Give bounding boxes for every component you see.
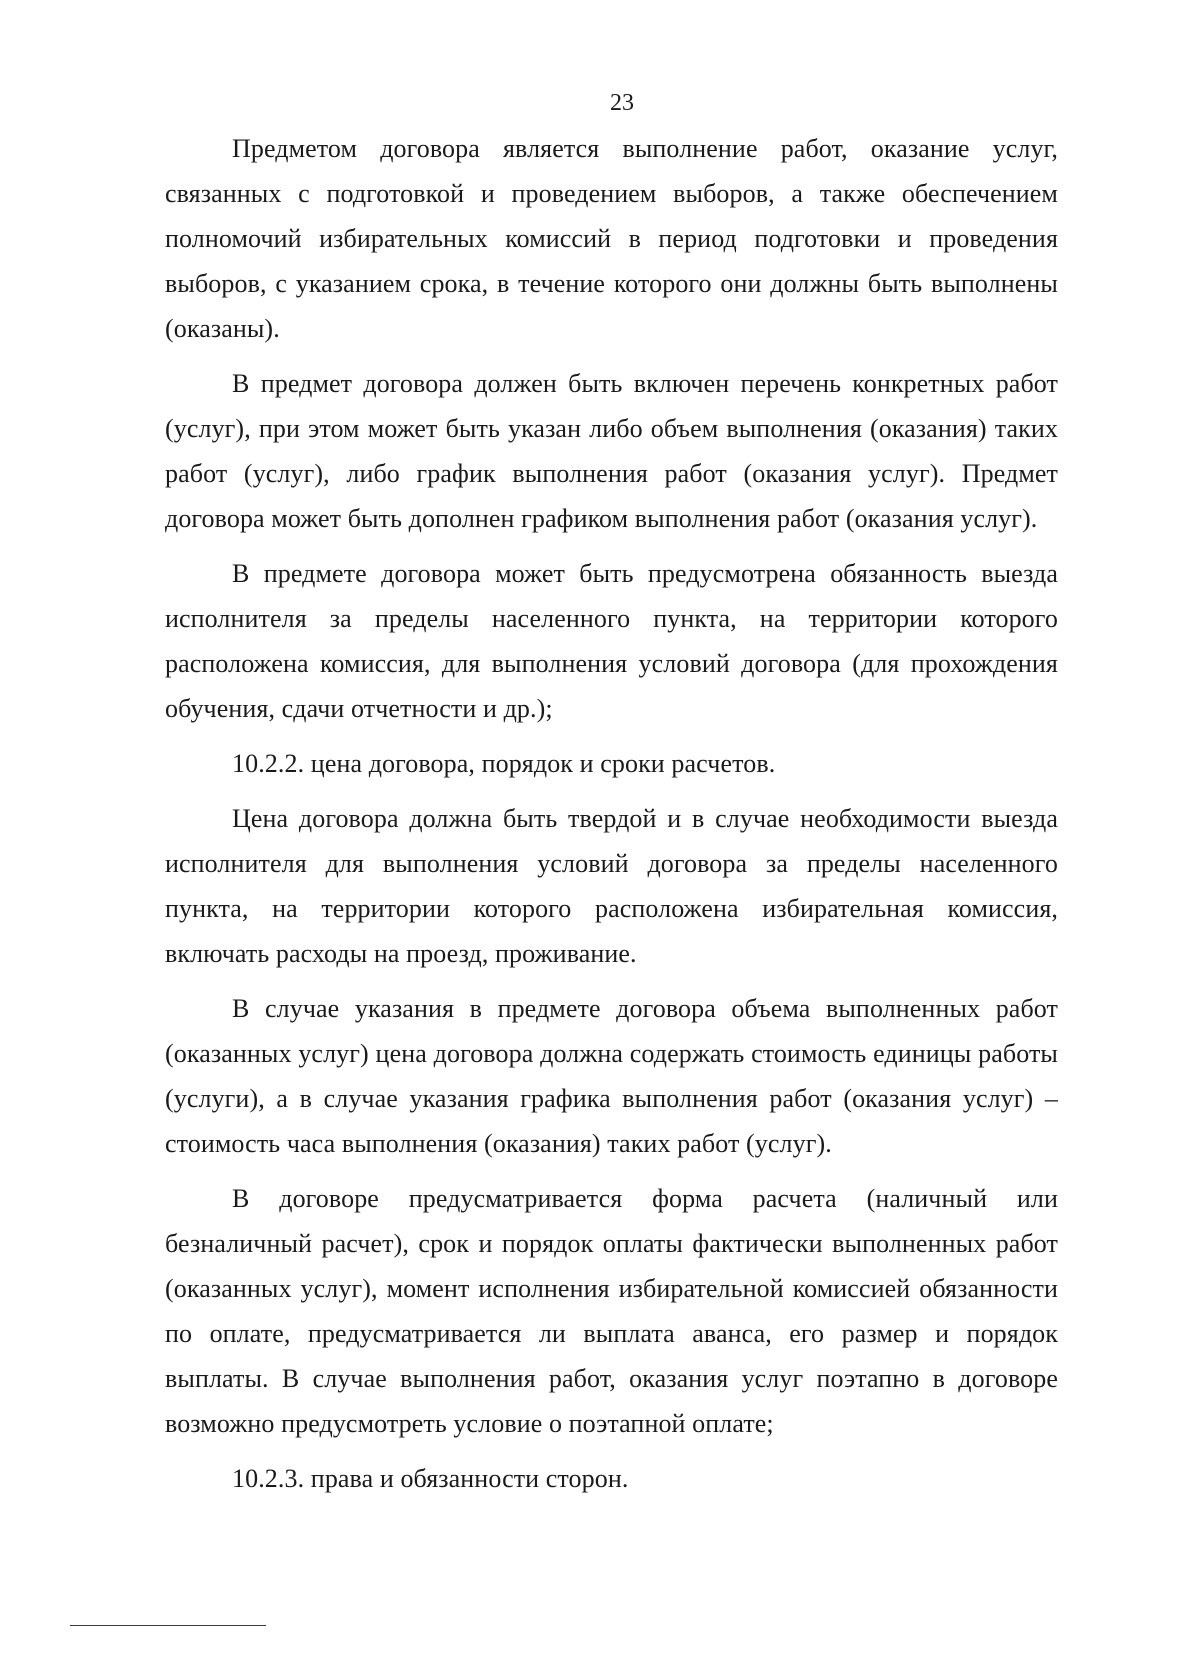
paragraph-contract-subject: Предметом договора является выполнение работ, оказание услуг, связанных с подготовкой и проведением выборов, а также обеспечением полномочий избирательных комиссий в период подготовки и проведения выборов, с указанием срока, в течение которого они должны быть выполнены (оказаны). bbox=[165, 134, 1058, 343]
footer-rule bbox=[70, 1625, 266, 1626]
paragraph-fixed-price: Цена договора должна быть твердой и в случае необходимости выезда исполнителя для выполнения условий договора за пределы населенного пункта, на территории которого расположена избирательная комиссия, включать расходы на проезд, проживание. bbox=[165, 804, 1058, 968]
paragraph-work-list: В предмет договора должен быть включен перечень конкретных работ (услуг), при этом может быть указан либо объем выполнения (оказания) таких работ (услуг), либо график выполнения работ (оказания услуг). Предмет договора может быть дополнен графиком выполнения работ (оказания услуг). bbox=[165, 369, 1058, 533]
clause-10-2-2: 10.2.2. цена договора, порядок и сроки расчетов. bbox=[232, 749, 776, 778]
paragraph-unit-cost: В случае указания в предмете договора объема выполненных работ (оказанных услуг) цена договора должна содержать стоимость единицы работы (услуги), а в случае указания графика выполнения работ (оказания услуг) – стоимость часа выполнения (оказания) таких работ (услуг). bbox=[165, 994, 1058, 1158]
paragraph-travel-obligation: В предмете договора может быть предусмотрена обязанность выезда исполнителя за пределы населенного пункта, на территории которого расположена комиссия, для выполнения условий договора (для прохождения обучения, сдачи отчетности и др.); bbox=[165, 559, 1058, 723]
page-number: 23 bbox=[610, 90, 634, 116]
document-body bbox=[165, 126, 1058, 1501]
paragraph-payment-terms: В договоре предусматривается форма расчета (наличный или безналичный расчет), срок и порядок оплаты фактически выполненных работ (оказанных услуг), момент исполнения избирательной комиссией обязанности по оплате, предусматривается ли выплата аванса, его размер и порядок выплаты. В случае выполнения работ, оказания услуг поэтапно в договоре возможно предусмотреть условие о поэтапной оплате; bbox=[165, 1184, 1058, 1438]
clause-10-2-3: 10.2.3. права и обязанности сторон. bbox=[232, 1464, 629, 1493]
